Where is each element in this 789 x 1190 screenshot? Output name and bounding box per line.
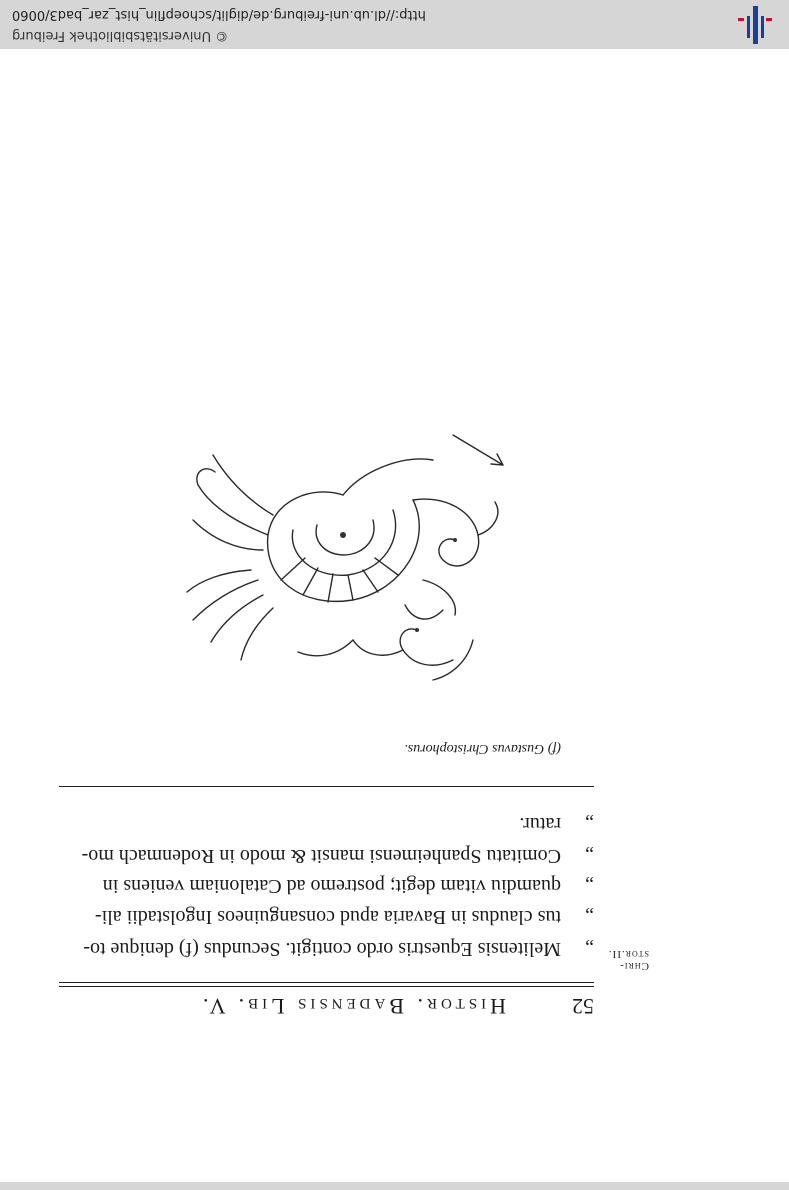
bottom-gray-band — [0, 1182, 789, 1190]
text-line: quamdiu vitam degit; postremo ad Cataloniam veniens in — [102, 875, 561, 897]
quote-mark: „ — [585, 813, 594, 835]
header-rule — [59, 982, 594, 983]
library-footer — [0, 0, 789, 49]
rococo-vignette-icon — [183, 430, 513, 700]
library-logo-icon — [735, 4, 775, 46]
quote-mark: „ — [585, 845, 594, 867]
margin-note-line: Chri- — [619, 960, 649, 972]
footnote: (f) Gustavus Christophorus. — [404, 741, 561, 756]
quote-mark: „ — [585, 906, 594, 928]
copyright-text: © Universitätsbibliothek Freiburg — [12, 28, 229, 43]
margin-note-line: stor.II. — [607, 948, 649, 960]
quote-mark: „ — [585, 875, 594, 897]
source-url-link[interactable]: http://dl.ub.uni-freiburg.de/diglit/schoepflin_hist_zar_bad3/0060 — [12, 7, 426, 22]
text-line: Comitatu Spanheimensi mansit & modo in Rodenmach mo- — [81, 845, 561, 867]
running-head: Histor. Badensis Lib. V. — [198, 994, 506, 1019]
margin-note — [608, 948, 649, 972]
footnote-rule — [59, 786, 594, 787]
quote-mark: „ — [585, 938, 594, 960]
header-rule — [59, 986, 594, 987]
text-line: Melitensis Equestris ordo contigit. Secundus (f) denique to- — [83, 938, 561, 960]
text-line: ratur. — [519, 813, 561, 835]
page-number: 52 — [572, 994, 594, 1019]
text-line: tus claudus in Bavaria apud consanguineos Ingolstadii ali- — [94, 906, 561, 928]
